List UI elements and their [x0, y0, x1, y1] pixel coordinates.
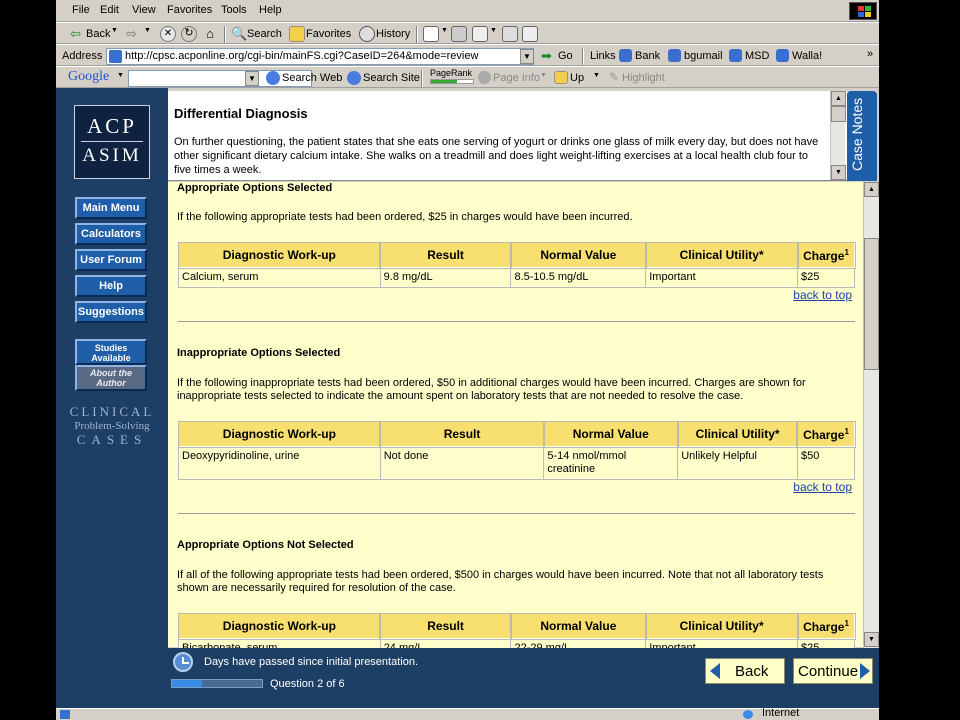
zone-label: Internet: [762, 707, 800, 719]
results-scrollbar[interactable]: [863, 182, 879, 648]
refresh-icon[interactable]: ↻: [181, 26, 197, 42]
link-page-icon: [619, 49, 632, 62]
col-header: [797, 422, 854, 447]
discuss-icon[interactable]: [502, 26, 518, 42]
col-header: [798, 243, 855, 268]
table-header-row: [179, 243, 855, 268]
cell-normal: 5-14 nmol/mmol creatinine: [544, 447, 678, 480]
menu-help[interactable]: Help: [259, 4, 282, 16]
link-page-icon: [776, 49, 789, 62]
menu-edit[interactable]: Edit: [100, 4, 119, 16]
table-row: [179, 447, 855, 480]
footnote-marker: 1: [844, 426, 849, 436]
back-arrow-icon: ⇦: [70, 26, 81, 41]
back-to-top-link[interactable]: back to top: [793, 480, 852, 494]
link-page-icon: [729, 49, 742, 62]
search-site-button[interactable]: Search Site: [363, 72, 420, 84]
col-header: Diagnostic Work-up: [179, 614, 381, 639]
clock-icon: [173, 652, 193, 672]
brand-problem-solving: Problem-Solving: [74, 420, 150, 432]
link-msd[interactable]: MSD: [745, 50, 770, 62]
col-header: Normal Value: [511, 614, 646, 639]
chevron-down-icon[interactable]: ▼: [540, 72, 547, 79]
section-text: If the following appropriate tests had been ordered, $25 in charges would have been incurred.: [177, 211, 633, 223]
page-info-button[interactable]: Page Info: [493, 72, 541, 84]
pagerank-bar: [430, 79, 474, 84]
clinical-problem-solving-cases-logo: [66, 404, 158, 448]
mail-icon[interactable]: [423, 26, 439, 42]
summary-scrollbar[interactable]: [830, 91, 845, 180]
scroll-up-icon[interactable]: ▲: [831, 91, 846, 106]
chevron-right-icon[interactable]: »: [867, 48, 874, 60]
divider: [178, 513, 855, 514]
section-heading: Appropriate Options Selected: [177, 182, 333, 194]
about-the-author-button[interactable]: About the Author: [75, 365, 147, 391]
section-heading: Appropriate Options Not Selected: [177, 539, 354, 551]
cell-charge: $50: [797, 447, 854, 480]
cell-workup: Calcium, serum: [179, 268, 381, 288]
info-icon: [478, 71, 491, 84]
results-table: [178, 242, 855, 288]
address-url: http://cpsc.acponline.org/cgi-bin/mainFS.cgi?CaseID=264&mode=review: [125, 50, 479, 62]
scroll-thumb[interactable]: [831, 106, 846, 122]
col-header: Normal Value: [511, 243, 646, 268]
chevron-down-icon[interactable]: ▼: [520, 49, 534, 64]
up-button[interactable]: Up: [570, 72, 585, 84]
charge-header: Charge: [803, 619, 845, 634]
section-text: If all of the following appropriate tests had been ordered, $500 in charges would have been incurred. Note that not all laboratory tests shown are necessarily required for resolution of the case.: [177, 569, 824, 594]
print-icon[interactable]: [451, 26, 467, 42]
question-counter: Question 2 of 6: [270, 678, 345, 690]
page-icon: [109, 50, 122, 63]
results-table: [178, 421, 855, 480]
divider: [178, 321, 855, 322]
up-folder-icon: [554, 71, 568, 84]
left-nav: [56, 88, 168, 708]
calculators-button[interactable]: Calculators: [75, 223, 147, 245]
status-bar: [56, 708, 879, 720]
address-toolbar: [56, 44, 879, 66]
link-bgumail[interactable]: bgumail: [684, 50, 723, 62]
link-bank[interactable]: Bank: [635, 50, 661, 62]
stop-icon[interactable]: ✕: [160, 26, 176, 42]
logo-asim: ASIM: [82, 145, 142, 166]
col-header: Diagnostic Work-up: [179, 422, 381, 447]
chevron-down-icon[interactable]: ▼: [593, 72, 600, 79]
search-icon: 🔍: [231, 26, 248, 41]
col-header: Clinical Utility*: [646, 614, 798, 639]
progress-fill: [172, 680, 202, 687]
continue-button[interactable]: [793, 658, 873, 684]
section-text: If the following inappropriate tests had been ordered, $50 in additional charges would have been incurred. Charges are shown for inappropriate tests selected to indicate the amount spent on laboratory tests that are not needed to resolve the case.: [177, 377, 806, 402]
history-icon: [359, 26, 375, 42]
history-button[interactable]: History: [376, 28, 411, 40]
col-header: [798, 614, 855, 639]
forward-arrow-icon[interactable]: ⇨: [126, 26, 137, 41]
scroll-down-icon[interactable]: ▼: [864, 632, 879, 647]
table-header-row: [179, 422, 855, 447]
footnote-marker: 1: [844, 247, 849, 257]
edit-icon[interactable]: [472, 26, 488, 42]
home-icon[interactable]: ⌂: [206, 26, 214, 41]
messenger-icon[interactable]: [522, 26, 538, 42]
footnote-marker: 1: [844, 618, 849, 628]
go-arrow-icon: ➡: [541, 48, 552, 63]
favorites-folder-icon: [289, 26, 305, 42]
cell-result: 9.8 mg/dL: [380, 268, 511, 288]
back-nav-label: Back: [735, 663, 769, 680]
table-header-row: [179, 614, 855, 639]
charge-header: Charge: [803, 427, 845, 442]
cell-workup: Deoxypyridinoline, urine: [179, 447, 381, 480]
days-passed-text: Days have passed since initial presentation.: [204, 656, 419, 668]
main-menu-button[interactable]: Main Menu: [75, 197, 147, 219]
scroll-up-icon[interactable]: ▲: [864, 182, 879, 197]
cell-utility: Important: [646, 268, 798, 288]
case-notes-label: Case Notes: [849, 97, 865, 171]
back-nav-button[interactable]: [705, 658, 785, 684]
col-header: Clinical Utility*: [646, 243, 798, 268]
chevron-down-icon[interactable]: ▼: [441, 27, 448, 34]
search-site-icon: [347, 71, 361, 85]
google-logo[interactable]: Google: [68, 69, 110, 84]
table-row: [179, 268, 855, 288]
links-label: Links: [590, 50, 616, 62]
acp-asim-logo[interactable]: [74, 105, 150, 179]
menu-tools[interactable]: Tools: [221, 4, 247, 16]
page-title: Differential Diagnosis: [174, 106, 308, 121]
continue-label: Continue: [798, 663, 859, 680]
scroll-thumb[interactable]: [864, 238, 879, 370]
highlight-button[interactable]: Highlight: [622, 72, 665, 84]
search-web-icon: [266, 71, 280, 85]
menu-favorites[interactable]: Favorites: [167, 4, 213, 16]
globe-icon: [743, 710, 753, 719]
search-web-button[interactable]: Search Web: [282, 72, 343, 84]
back-button[interactable]: Back: [86, 28, 111, 40]
back-to-top-link[interactable]: back to top: [793, 288, 852, 302]
google-toolbar: [56, 66, 879, 88]
go-button[interactable]: Go: [558, 50, 573, 62]
col-header: Normal Value: [544, 422, 678, 447]
results-frame: [168, 182, 863, 647]
col-header: Result: [380, 614, 511, 639]
menu-view[interactable]: View: [132, 4, 156, 16]
address-input[interactable]: [106, 48, 534, 65]
studies-available-button[interactable]: Studies Available: [75, 339, 147, 365]
col-header: Result: [380, 243, 511, 268]
case-description: On further questioning, the patient states that she eats one serving of yogurt or drinks one glass of milk every day, but does not have other significant dietary calcium intake. She walks on a treadmill and does light weight-lifting exercises at a local health club four to five times a week.: [174, 136, 819, 176]
bottom-nav-bar: [168, 648, 879, 708]
case-notes-tab[interactable]: [847, 91, 877, 181]
page-status-icon: [60, 710, 70, 719]
chevron-down-icon[interactable]: ▼: [117, 72, 124, 79]
favorites-button[interactable]: Favorites: [306, 28, 352, 40]
standard-toolbar: [56, 22, 879, 44]
link-page-icon: [668, 49, 681, 62]
logo-acp: ACP: [87, 114, 137, 138]
windows-logo-icon: [849, 2, 877, 20]
suggestions-button[interactable]: Suggestions: [75, 301, 147, 323]
right-arrow-icon: [860, 663, 870, 679]
chevron-down-icon[interactable]: ▼: [490, 27, 497, 34]
chevron-down-icon[interactable]: ▼: [111, 27, 118, 34]
scroll-down-icon[interactable]: ▼: [831, 165, 846, 180]
section-heading: Inappropriate Options Selected: [177, 347, 341, 359]
col-header: Clinical Utility*: [678, 422, 798, 447]
case-summary-frame: [168, 91, 847, 181]
cell-utility: Unlikely Helpful: [678, 447, 798, 480]
help-button[interactable]: Help: [75, 275, 147, 297]
col-header: Diagnostic Work-up: [179, 243, 381, 268]
brand-cases: CASES: [76, 432, 148, 447]
address-label: Address: [62, 50, 103, 62]
menu-file[interactable]: File: [72, 4, 90, 16]
chevron-down-icon[interactable]: ▼: [245, 71, 259, 86]
link-walla[interactable]: Walla!: [792, 50, 823, 62]
search-button[interactable]: Search: [247, 28, 282, 40]
pagerank-label: PageRank: [430, 68, 473, 78]
cell-normal: 8.5-10.5 mg/dL: [511, 268, 646, 288]
cell-charge: $25: [798, 268, 855, 288]
brand-clinical: CLINICAL: [69, 404, 155, 419]
question-progress-bar: [171, 679, 263, 688]
col-header: Result: [380, 422, 544, 447]
highlight-icon: ✎: [609, 70, 620, 84]
cell-result: Not done: [380, 447, 544, 480]
left-arrow-icon: [710, 663, 720, 679]
charge-header: Charge: [803, 248, 845, 263]
user-forum-button[interactable]: User Forum: [75, 249, 147, 271]
chevron-down-icon[interactable]: ▼: [144, 27, 151, 34]
menu-bar: [56, 0, 879, 22]
browser-window: [56, 0, 879, 720]
